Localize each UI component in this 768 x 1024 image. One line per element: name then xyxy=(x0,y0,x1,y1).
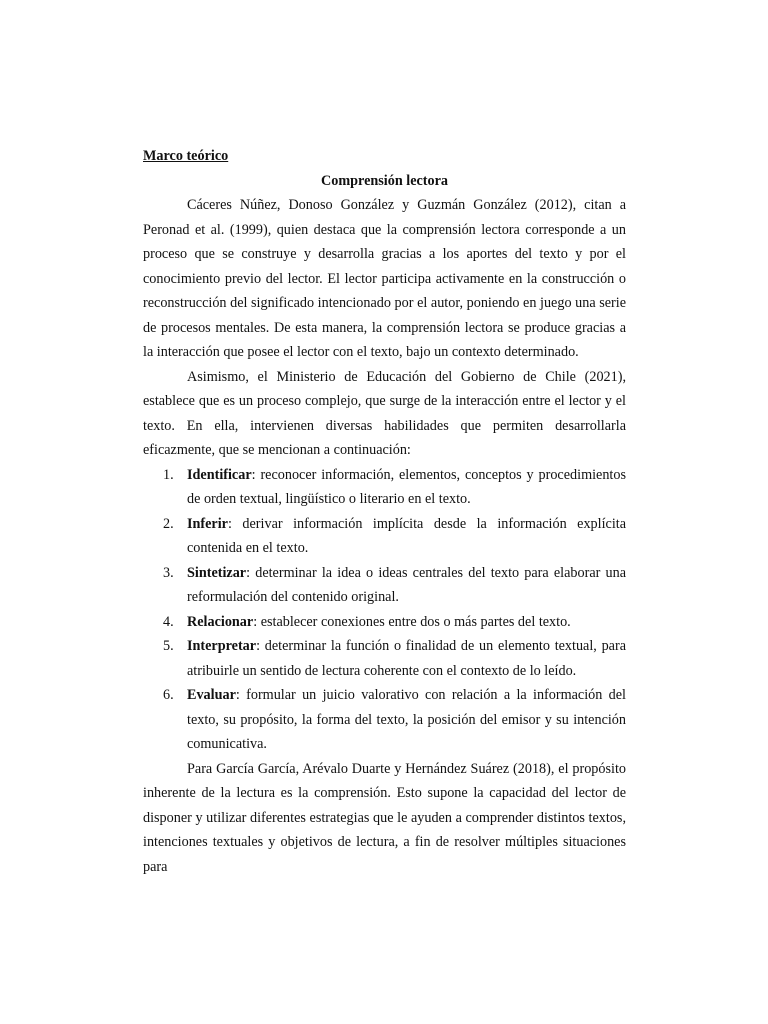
list-number: 2. xyxy=(163,515,174,532)
list-number: 5. xyxy=(163,638,174,654)
list-number: 4. xyxy=(163,613,174,630)
list-item xyxy=(143,683,626,757)
list-item xyxy=(143,561,626,610)
list-item xyxy=(143,463,626,512)
document-title: Comprensión lectora xyxy=(320,172,448,189)
document-page xyxy=(143,144,626,879)
list-text: : formular un juicio valorativo con relación a la información del texto, su propósito, la forma del texto, la posición del emisor y su intención comunicativa. xyxy=(187,687,626,752)
list-text: : determinar la idea o ideas centrales del texto para elaborar una reformulación del contenido original. xyxy=(187,564,626,605)
list-number: 3. xyxy=(163,564,174,581)
skills-list xyxy=(143,463,626,757)
list-text: : establecer conexiones entre dos o más partes del texto. xyxy=(253,613,571,630)
list-term: Inferir xyxy=(187,515,228,532)
list-text: : reconocer información, elementos, conceptos y procedimientos de orden textual, lingüístico o literario en el texto. xyxy=(187,466,626,507)
list-number: 1. xyxy=(163,466,174,483)
list-text: : derivar información implícita desde la información explícita contenida en el texto. xyxy=(187,515,626,556)
paragraph: Cáceres Núñez, Donoso González y Guzmán González (2012), citan a Peronad et al. (1999), quien destaca que la comprensión lectora corresponde a un proceso que se construye y desarrolla gracias a los aportes del texto y por el conocimiento previo del lector. El lector participa activamente en la construcción o reconstrucción del significado intencionado por el autor, poniendo en juego una serie de procesos mentales. De esta manera, la comprensión lectora se produce gracias a la interacción que posee el lector con el texto, bajo un contexto determinado. xyxy=(143,197,626,360)
list-text: : determinar la función o finalidad de un elemento textual, para atribuirle un sentido de lectura coherente con el contexto de lo leído. xyxy=(187,638,626,679)
list-item xyxy=(143,634,626,683)
list-term: Sintetizar xyxy=(187,564,247,581)
paragraph: Asimismo, el Ministerio de Educación del Gobierno de Chile (2021), establece que es un proceso complejo, que surge de la interacción entre el lector y el texto. En ella, intervienen diversas habilidades que permiten desarrollarla eficazmente, que se mencionan a continuación: xyxy=(143,368,626,458)
list-term: Identificar xyxy=(187,466,252,483)
paragraph: Para García García, Arévalo Duarte y Hernández Suárez (2018), el propósito inherente de la lectura es la comprensión. Esto supone la capacidad del lector de disponer y utilizar diferentes estrategias que le ayuden a comprender distintos textos, intenciones textuales y objetivos de lectura, a fin de resolver múltiples situaciones para xyxy=(143,760,626,875)
list-item xyxy=(143,610,626,635)
list-term: Relacionar xyxy=(187,613,254,630)
list-number: 6. xyxy=(163,687,174,703)
list-term: Evaluar xyxy=(187,687,236,703)
section-heading: Marco teórico xyxy=(143,148,229,164)
list-term: Interpretar xyxy=(187,638,257,654)
list-item xyxy=(143,512,626,561)
